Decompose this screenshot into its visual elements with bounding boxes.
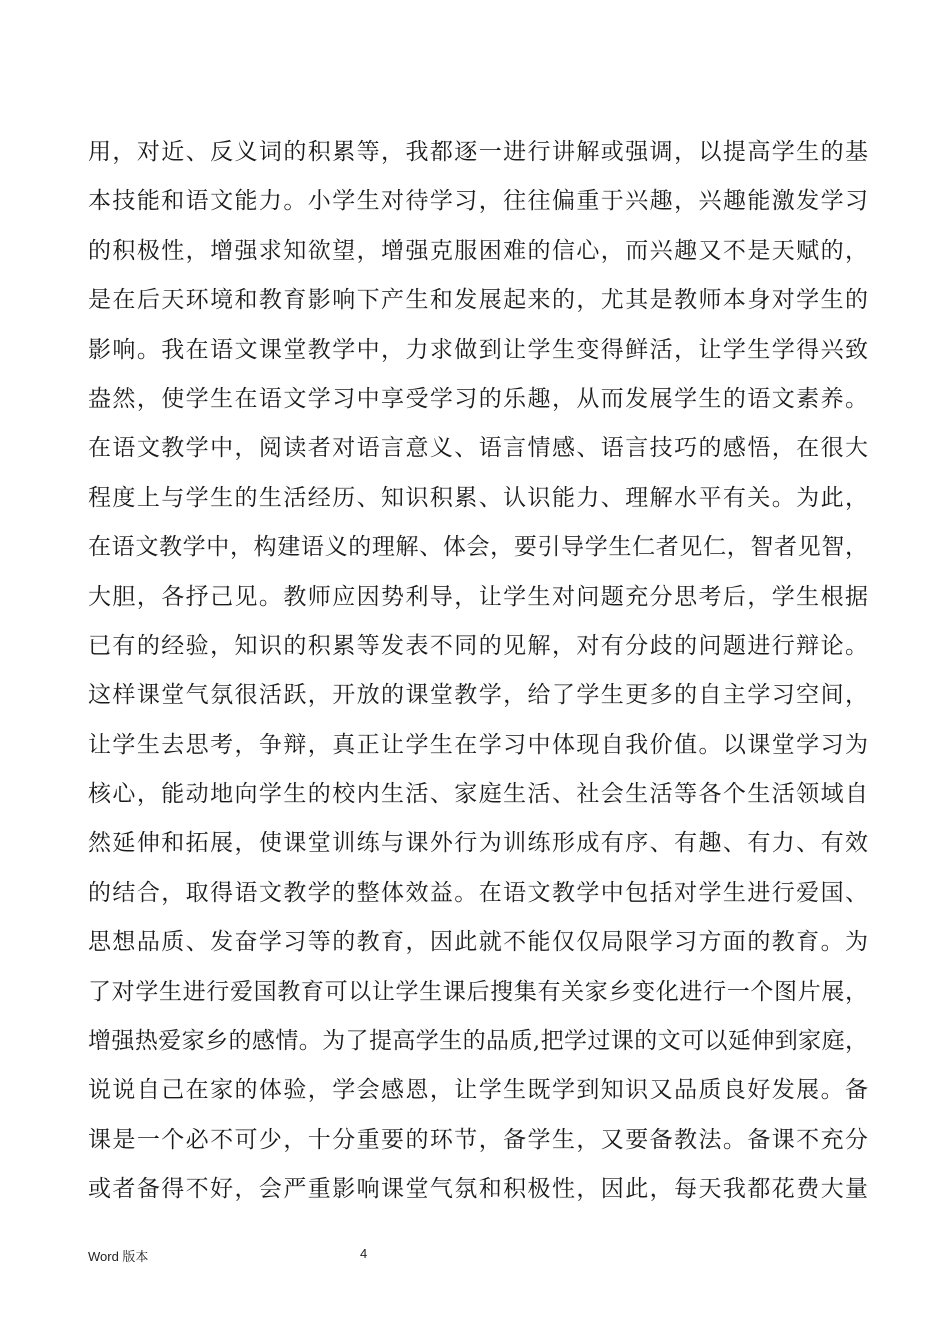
text-line: 用，对近、反义词的积累等，我都逐一进行讲解或强调，以提高学生的基 <box>88 139 868 165</box>
text-line: 的结合，取得语文教学的整体效益。在语文教学中包括对学生进行爱国、 <box>88 879 868 906</box>
text-line: 盎然，使学生在语文学习中享受学习的乐趣，从而发展学生的语文素养。 <box>88 385 868 412</box>
text-line: 这样课堂气氛很活跃，开放的课堂教学，给了学生更多的自主学习空间， <box>88 682 868 709</box>
text-line: 大胆，各抒己见。教师应因势利导，让学生对问题充分思考后，学生根据 <box>88 583 868 610</box>
text-line: 或者备得不好，会严重影响课堂气氛和积极性，因此，每天我都花费大量 <box>88 1176 868 1203</box>
page-footer <box>0 1246 950 1266</box>
body-text <box>88 128 868 1215</box>
text-line: 是在后天环境和教育影响下产生和发展起来的，尤其是教师本身对学生的 <box>88 287 868 314</box>
text-line: 在语文教学中，阅读者对语言意义、语言情感、语言技巧的感悟，在很大 <box>88 435 868 462</box>
text-line: 在语文教学中，构建语义的理解、体会，要引导学生仁者见仁，智者见智， <box>88 534 868 561</box>
text-line: 然延伸和拓展，使课堂训练与课外行为训练形成有序、有趣、有力、有效 <box>88 830 868 857</box>
text-line: 已有的经验，知识的积累等发表不同的见解，对有分歧的问题进行辩论。 <box>88 632 868 659</box>
text-line: 核心，能动地向学生的校内生活、家庭生活、社会生活等各个生活领域自 <box>88 781 868 808</box>
text-line: 说说自己在家的体验，学会感恩，让学生既学到知识又品质良好发展。备 <box>88 1077 868 1104</box>
page-number: 4 <box>360 1246 368 1261</box>
text-line: 本技能和语文能力。小学生对待学习，往往偏重于兴趣，兴趣能激发学习 <box>88 188 868 215</box>
text-line: 让学生去思考，争辩，真正让学生在学习中体现自我价值。以课堂学习为 <box>88 731 868 758</box>
text-line: 增强热爱家乡的感情。为了提高学生的品质,把学过课的文可以延伸到家庭， <box>88 1028 868 1055</box>
text-line: 程度上与学生的生活经历、知识积累、认识能力、理解水平有关。为此， <box>88 484 868 511</box>
text-line: 了对学生进行爱国教育可以让学生课后搜集有关家乡变化进行一个图片展， <box>88 978 868 1005</box>
text-line: 的积极性，增强求知欲望，增强克服困难的信心，而兴趣又不是天赋的， <box>88 237 868 264</box>
text-line: 影响。我在语文课堂教学中，力求做到让学生变得鲜活，让学生学得兴致 <box>88 336 868 363</box>
text-line: 思想品质、发奋学习等的教育，因此就不能仅仅局限学习方面的教育。为 <box>88 929 868 956</box>
text-line: 课是一个必不可少，十分重要的环节，备学生，又要备教法。备课不充分 <box>88 1126 868 1153</box>
footer-label: Word 版本 <box>88 1249 149 1264</box>
